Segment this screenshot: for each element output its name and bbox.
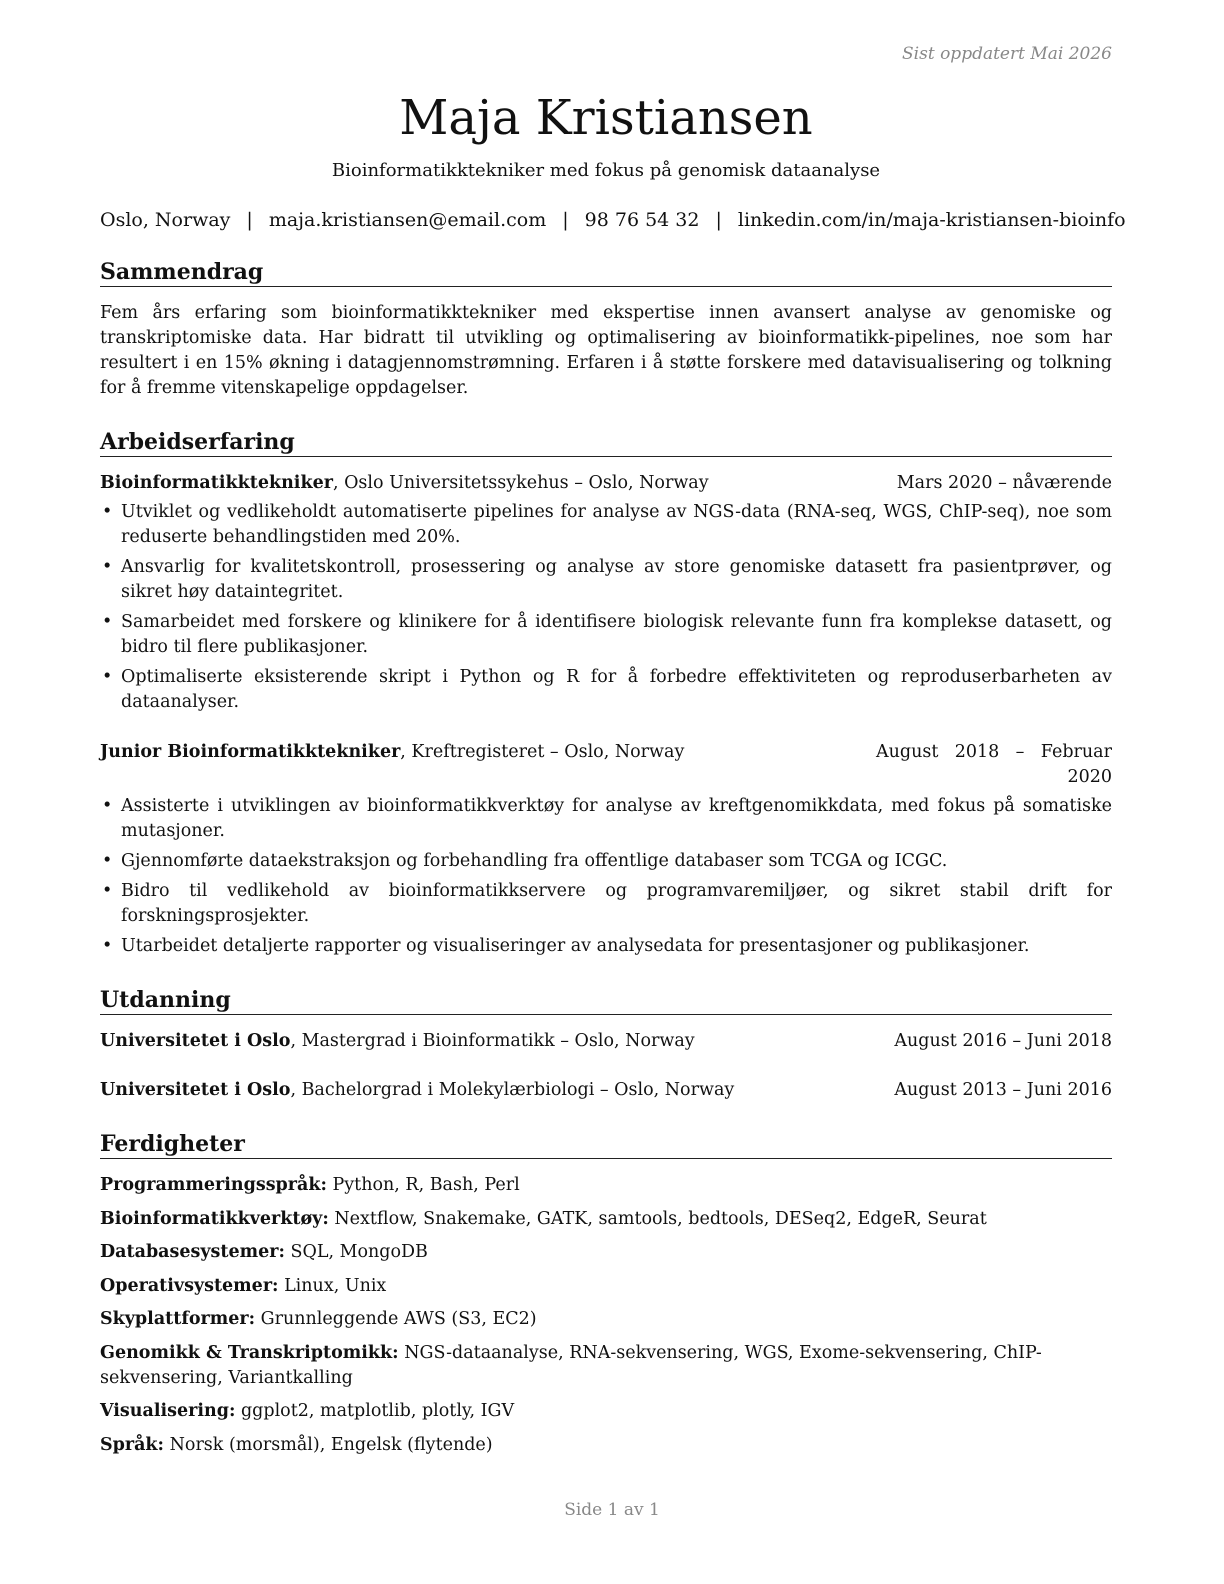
job-org: , Kreftregisteret – Oslo, Norway: [400, 742, 685, 762]
job-entry: [100, 471, 1112, 715]
skill-row: [100, 1173, 1112, 1198]
bullet-item: • Ansvarlig for kvalitetskontroll, prosessering og analyse av store genomiske datasett fra pasientprøver, og sikret høy dataintegritet.: [100, 555, 1112, 605]
education-dates: August 2013 – Juni 2016: [894, 1080, 1112, 1100]
contact-phone: 98 76 54 32: [584, 209, 700, 231]
skill-value: Python, R, Bash, Perl: [326, 1175, 520, 1195]
skill-label: Databasesystemer:: [100, 1242, 285, 1262]
skill-row: [100, 1207, 1112, 1232]
contact-email[interactable]: maja.kristiansen@email.com: [268, 209, 547, 231]
education-school: Universitetet i Oslo: [100, 1080, 291, 1100]
education-dates: August 2016 – Juni 2018: [894, 1031, 1112, 1051]
education-degree: , Mastergrad i Bioinformatikk – Oslo, Norway: [290, 1031, 695, 1051]
section-title-experience: Arbeidserfaring: [100, 429, 1112, 457]
skill-value: SQL, MongoDB: [284, 1242, 428, 1262]
resume-page: [100, 40, 1126, 1466]
person-name: Maja Kristiansen: [399, 90, 813, 146]
last-updated: Sist oppdatert Mai 2026: [902, 44, 1112, 64]
job-dates: August 2018 – Februar 2020: [876, 742, 1112, 787]
section-title-education: Utdanning: [100, 987, 1112, 1015]
contact-separator: |: [246, 209, 253, 231]
contact-separator: |: [562, 209, 569, 231]
job-role: Bioinformatikktekniker: [100, 473, 333, 493]
skill-row: [100, 1341, 1112, 1391]
job-org: , Oslo Universitetssykehus – Oslo, Norway: [332, 473, 709, 493]
section-title-summary: Sammendrag: [100, 259, 1112, 287]
summary-text: Fem års erfaring som bioinformatikktekniker med ekspertise innen avansert analyse av genomiske og transkriptomiske data. Har bidratt til utvikling og optimalisering av bioinformatikk-pipelines, noe som har resultert i en 15% økning i datagjennomstrømning. Erfaren i å støtte forskere med datavisualisering og tolkning for å fremme vitenskapelige oppdagelser.: [100, 303, 1112, 398]
section-title-skills: Ferdigheter: [100, 1131, 1112, 1159]
contact-separator: |: [715, 209, 722, 231]
bullet-item: • Optimaliserte eksisterende skript i Python og R for å forbedre effektiviteten og reproduserbarheten av dataanalyser.: [100, 665, 1112, 715]
skill-label: Bioinformatikkverktøy:: [100, 1208, 329, 1229]
skill-row: [100, 1433, 1112, 1458]
education-degree: , Bachelorgrad i Molekylærbiologi – Oslo, Norway: [290, 1080, 735, 1100]
contact-location: Oslo, Norway: [100, 209, 231, 231]
skill-row: [100, 1307, 1112, 1332]
job-header: [100, 740, 1112, 790]
education-entry: [100, 1029, 1112, 1054]
skill-label: Visualisering:: [100, 1401, 236, 1421]
education-school: Universitetet i Oslo: [100, 1031, 291, 1051]
tagline: Bioinformatikktekniker med fokus på genomisk dataanalyse: [331, 160, 881, 181]
skill-value: Grunnleggende AWS (S3, EC2): [255, 1309, 537, 1329]
education-entry: [100, 1078, 1112, 1103]
bullet-item: • Utarbeidet detaljerte rapporter og visualiseringer av analysedata for presentasjoner og publikasjoner.: [100, 934, 1112, 959]
skill-row: [100, 1274, 1112, 1299]
job-role: Junior Bioinformatikktekniker: [100, 742, 401, 762]
skill-label: Genomikk & Transkriptomikk:: [100, 1342, 399, 1363]
skill-label: Språk:: [100, 1434, 165, 1455]
job-dates: Mars 2020 – nåværende: [896, 473, 1112, 493]
contact-linkedin[interactable]: linkedin.com/in/maja-kristiansen-bioinfo: [737, 209, 1126, 231]
job-entry: [100, 740, 1112, 959]
skill-value: ggplot2, matplotlib, plotly, IGV: [235, 1401, 515, 1421]
skill-value: Nextflow, Snakemake, GATK, samtools, bedtools, DESeq2, EdgeR, Seurat: [328, 1208, 987, 1229]
skill-label: Skyplattformer:: [100, 1309, 256, 1329]
skill-label: Operativsystemer:: [100, 1275, 279, 1296]
skill-label: Programmeringsspråk:: [100, 1175, 327, 1195]
skill-row: [100, 1240, 1112, 1265]
job-header: [100, 471, 1112, 496]
bullet-item: • Bidro til vedlikehold av bioinformatikkservere og programvaremiljøer, og sikret stabil drift for forskningsprosjekter.: [100, 879, 1112, 929]
bullet-item: • Utviklet og vedlikeholdt automatiserte pipelines for analyse av NGS-data (RNA-seq, WGS, ChIP-seq), noe som reduserte behandlingstiden med 20%.: [100, 500, 1112, 550]
bullet-item: • Samarbeidet med forskere og klinikere for å identifisere biologisk relevante funn fra komplekse datasett, og bidro til flere publikasjoner.: [100, 610, 1112, 660]
page-number: Side 1 av 1: [564, 1500, 660, 1520]
skill-value: Norsk (morsmål), Engelsk (flytende): [164, 1434, 493, 1455]
contact-line: [100, 209, 1126, 231]
skill-value: NGS-dataanalyse, RNA-sekvensering, WGS, Exome-sekvensering, ChIP-sekvensering, Variantkalling: [100, 1342, 1042, 1388]
bullet-item: • Gjennomførte dataekstraksjon og forbehandling fra offentlige databaser som TCGA og ICGC.: [100, 849, 1112, 874]
job-bullets: [100, 794, 1112, 959]
job-bullets: [100, 500, 1112, 715]
skill-row: [100, 1399, 1112, 1424]
bullet-item: • Assisterte i utviklingen av bioinformatikkverktøy for analyse av kreftgenomikkdata, med fokus på somatiske mutasjoner.: [100, 794, 1112, 844]
skill-value: Linux, Unix: [278, 1275, 387, 1296]
